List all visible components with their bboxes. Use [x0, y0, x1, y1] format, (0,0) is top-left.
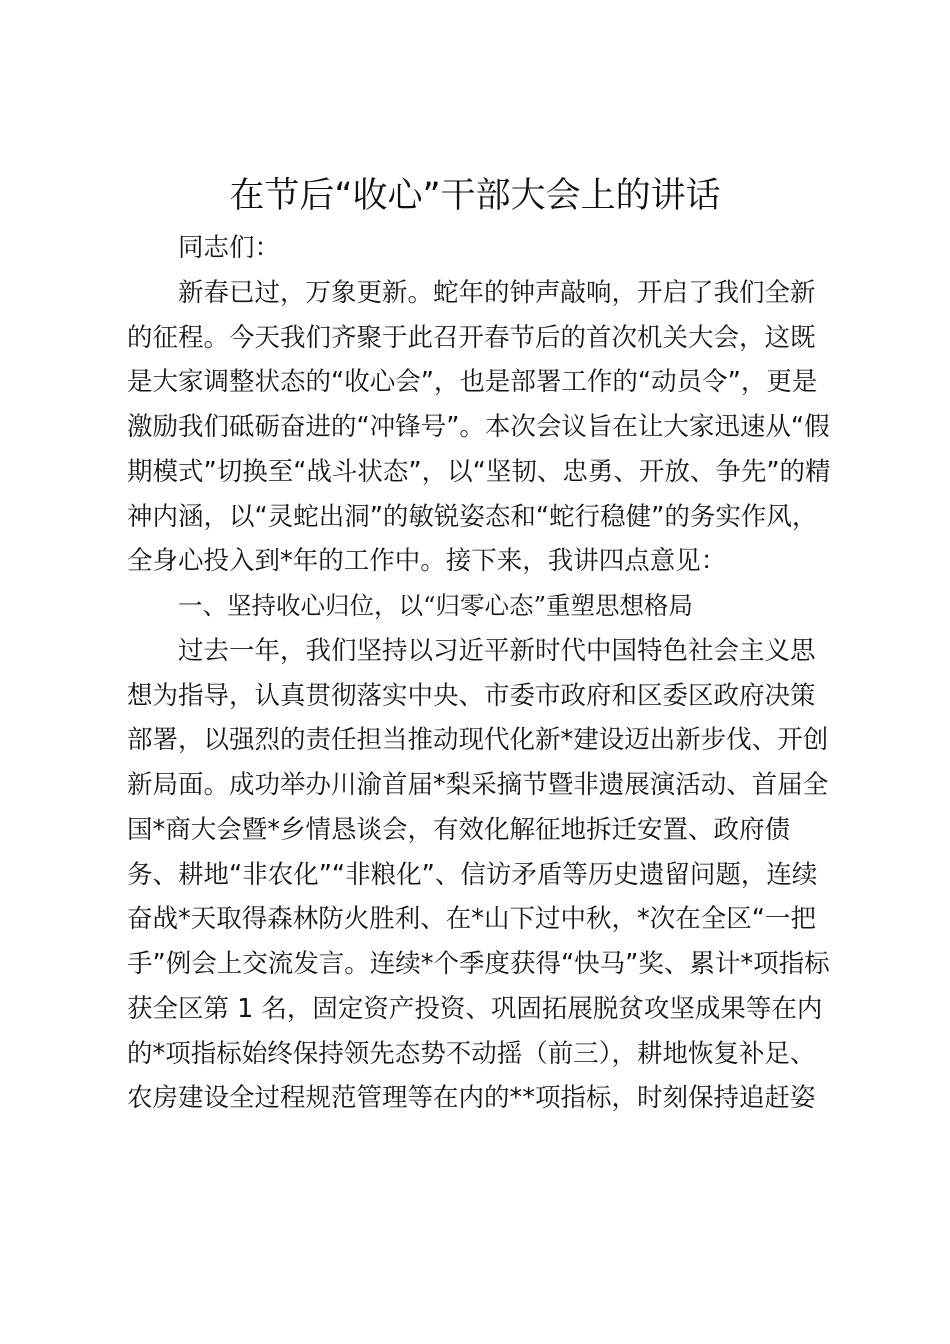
- body-line: 国*商大会暨*乡情恳谈会，有效化解征地拆迁安置、政府债: [127, 814, 791, 845]
- body-line: 全身心投入到*年的工作中。接下来，我讲四点意见：: [127, 546, 727, 577]
- body-line: 过去一年，我们坚持以习近平新时代中国特色社会主义思: [178, 635, 816, 666]
- body-line: 期模式”切换至“战斗状态”，以“坚韧、忠勇、开放、争先”的精: [127, 456, 831, 487]
- body-line: 想为指导，认真贯彻落实中央、市委市政府和区委区政府决策: [127, 680, 816, 711]
- document-title: 在节后“收心”干部大会上的讲话: [229, 176, 721, 216]
- section-heading: 一、坚持收心归位，以“归零心态”重塑思想格局: [178, 591, 694, 620]
- body-line: 奋战*天取得森林防火胜利、在*山下过中秋，*次在全区“一把: [127, 904, 816, 935]
- body-line: 神内涵，以“灵蛇出洞”的敏锐姿态和“蛇行稳健”的务实作风，: [127, 501, 818, 532]
- body-line: 新局面。成功举办川渝首届*梨采摘节暨非遗展演活动、首届全: [127, 770, 829, 800]
- body-line: 手”例会上交流发言。连续*个季度获得“快马”奖、累计*项指标: [127, 949, 830, 979]
- body-line: 部署，以强烈的责任担当推动现代化新*建设迈出新步伐、开创: [127, 725, 829, 756]
- body-line: 务、耕地“非农化”“非粮化”、信访矛盾等历史遗留问题，连续: [127, 859, 818, 890]
- body-line: 是大家调整状态的“收心会”，也是部署工作的“动员令”，更是: [127, 367, 818, 398]
- body-line: 同志们：: [178, 233, 281, 263]
- body-line: 新春已过，万象更新。蛇年的钟声敲响，开启了我们全新: [178, 277, 816, 308]
- body-line: 的征程。今天我们齐聚于此召开春节后的首次机关大会，这既: [127, 322, 816, 353]
- body-line: 激励我们砥砺奋进的“冲锋号”。本次会议旨在让大家迅速从“假: [127, 412, 830, 442]
- document-body: [127, 226, 837, 1121]
- body-line: 农房建设全过程规范管理等在内的**项指标，时刻保持追赶姿: [127, 1083, 816, 1114]
- body-line: 获全区第 1 名，固定资产投资、巩固拓展脱贫攻坚成果等在内: [127, 993, 823, 1024]
- body-line: 的*项指标始终保持领先态势不动摇（前三），耕地恢复补足、: [127, 1038, 816, 1069]
